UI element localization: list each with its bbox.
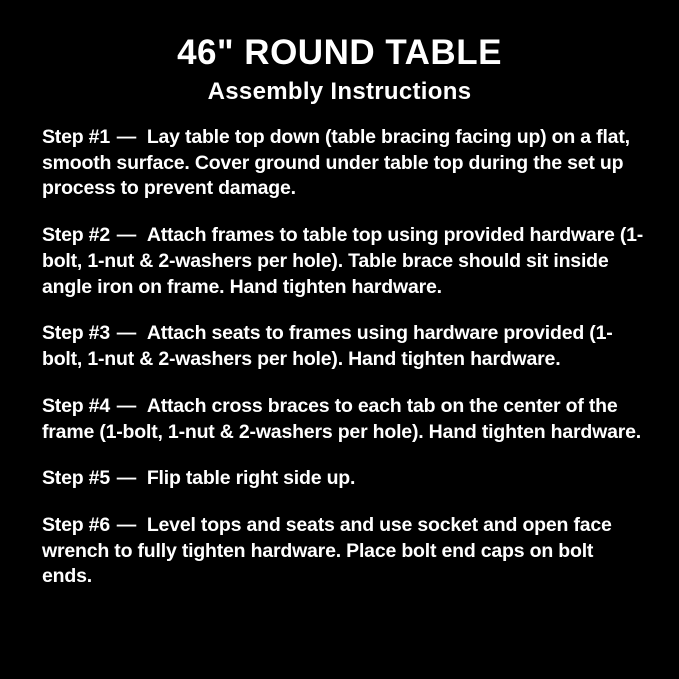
step-6-dash: — <box>116 513 137 536</box>
step-6-text: Level tops and seats and use socket and open face wrench to fully tighten hardware. Place bolt end caps on bolt ends. <box>42 513 612 588</box>
step-1-dash: — <box>116 125 137 148</box>
step-4-label: Step #4 <box>42 394 110 417</box>
step-3-text: Attach seats to frames using hardware provided (1-bolt, 1-nut & 2-washers per hole). Hand tighten hardware. <box>42 322 613 371</box>
step-1-label: Step #1 <box>42 125 110 148</box>
step-1-paragraph <box>42 125 644 202</box>
page-subtitle: Assembly Instructions <box>207 77 472 105</box>
step-2-paragraph <box>42 223 644 300</box>
step-4-text: Attach cross braces to each tab on the center of the frame (1-bolt, 1-nut & 2-washers per hole). Hand tighten hardware. <box>42 394 641 443</box>
header <box>0 0 679 105</box>
step-3-paragraph <box>42 321 644 372</box>
steps-list <box>42 125 644 590</box>
step-3-dash: — <box>116 322 137 345</box>
step-6-label: Step #6 <box>42 513 110 536</box>
step-5-dash: — <box>116 467 137 490</box>
step-1-text: Lay table top down (table bracing facing up) on a flat, smooth surface. Cover ground under table top during the set up process to prevent damage. <box>42 125 630 200</box>
step-5-label: Step #5 <box>42 467 110 490</box>
step-2-text: Attach frames to table top using provided hardware (1-bolt, 1-nut & 2-washers per hole). Table brace should sit inside angle iron on frame. Hand tighten hardware. <box>42 224 644 298</box>
step-5-paragraph <box>42 466 644 492</box>
step-6-paragraph <box>42 513 644 590</box>
step-3-label: Step #3 <box>42 322 110 345</box>
step-2-label: Step #2 <box>42 224 110 247</box>
page-title: 46" ROUND TABLE <box>177 33 502 72</box>
step-4-paragraph <box>42 394 644 445</box>
step-4-dash: — <box>116 394 137 417</box>
step-5-text: Flip table right side up. <box>146 467 356 490</box>
step-2-dash: — <box>116 224 137 247</box>
